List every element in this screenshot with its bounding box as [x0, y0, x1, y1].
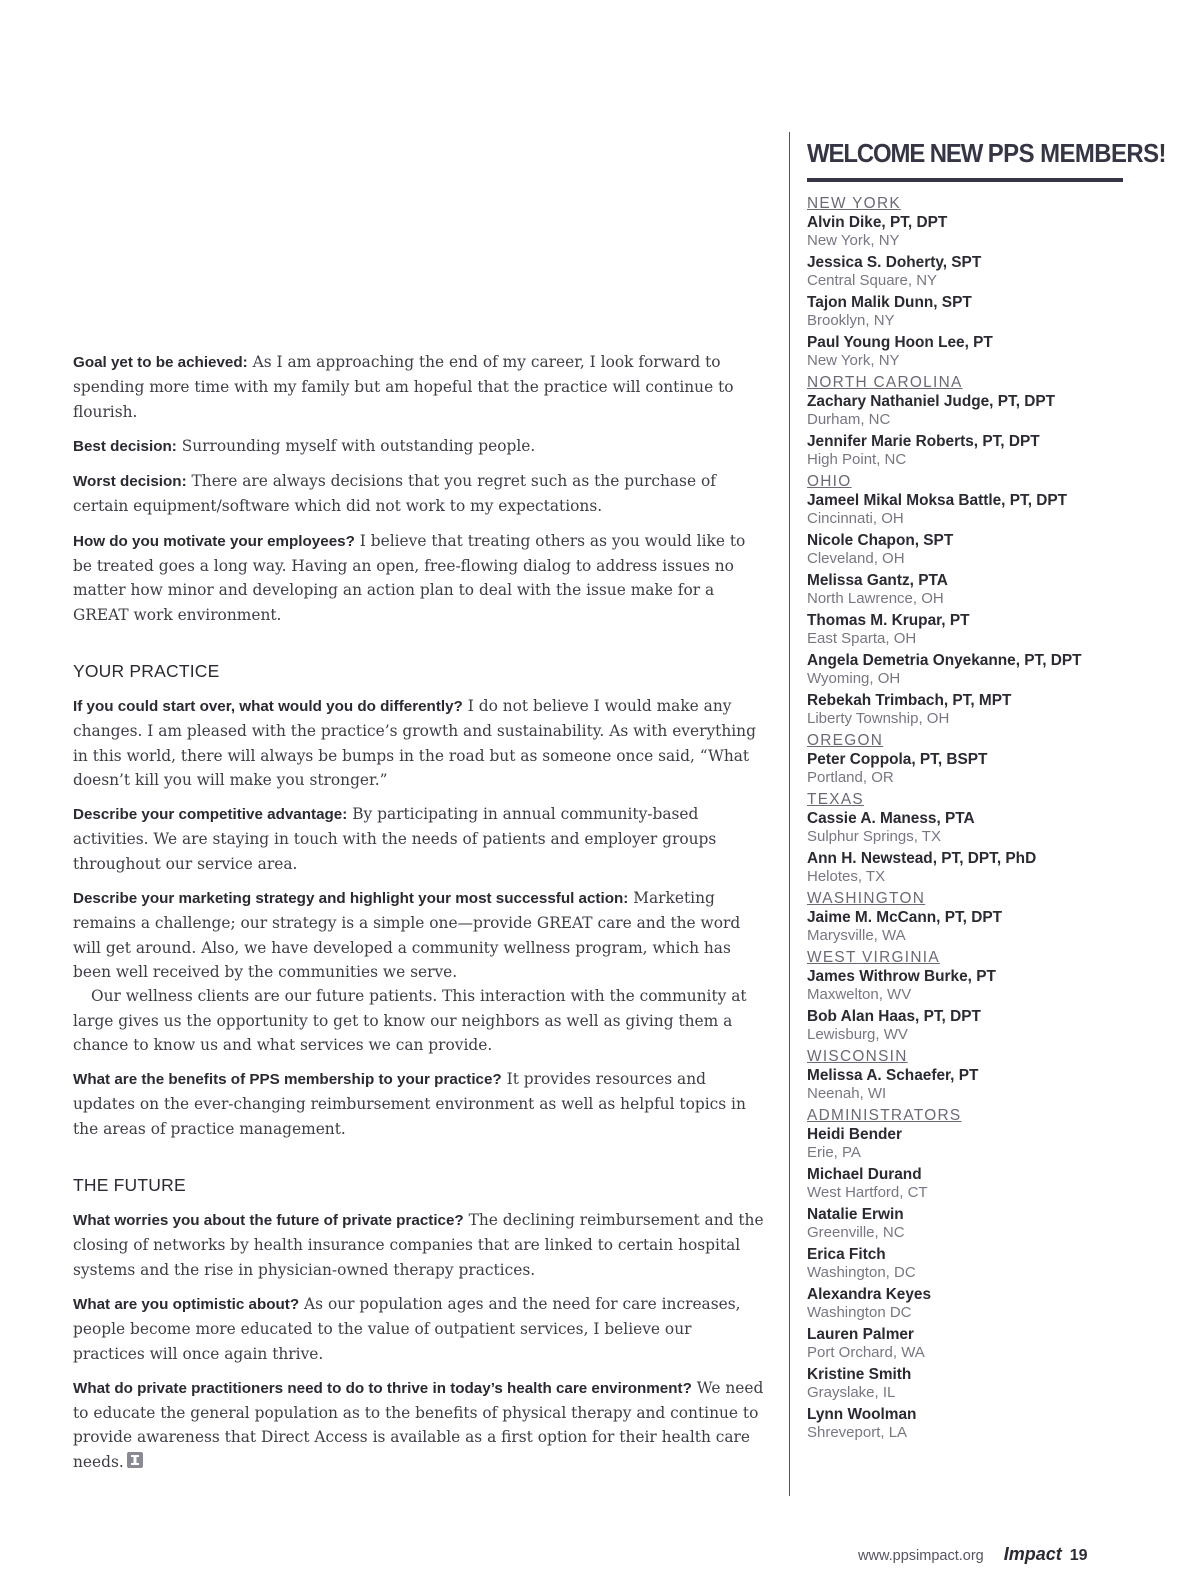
- state-heading: NORTH CAROLINA: [807, 374, 963, 391]
- answer-text: We need to educate the general population as to the benefits of physical therapy and continue to provide awareness that Direct Access is available as a first option for their health care needs.: [73, 1378, 764, 1471]
- member-name: Michael Durand: [807, 1166, 922, 1183]
- question-label: What are you optimistic about?: [73, 1295, 300, 1313]
- member-name: Jaime M. McCann, PT, DPT: [807, 909, 1002, 926]
- footer-url: www.ppsimpact.org: [858, 1548, 984, 1564]
- qa-paragraph: [73, 1067, 765, 1141]
- answer-text: I believe that treating others as you would like to be treated goes a long way. Having an open, free-flowing dialog to address issues no matter how minor and developing an action plan to deal with the issue make for a GREAT work environment.: [73, 531, 746, 624]
- member-location: Lewisburg, WV: [807, 1026, 908, 1043]
- member-location: New York, NY: [807, 352, 900, 369]
- qa-paragraph: [73, 1376, 765, 1474]
- question-label: If you could start over, what would you do differently?: [73, 697, 463, 715]
- member-name: Angela Demetria Onyekanne, PT, DPT: [807, 652, 1082, 669]
- member-location: High Point, NC: [807, 451, 907, 468]
- qa-paragraph: [73, 469, 765, 519]
- member-name: Thomas M. Krupar, PT: [807, 612, 970, 629]
- member-name: Melissa Gantz, PTA: [807, 572, 948, 589]
- question-label: How do you motivate your employees?: [73, 532, 355, 550]
- state-heading: TEXAS: [807, 791, 864, 808]
- member-location: Liberty Township, OH: [807, 710, 950, 727]
- member-name: Lynn Woolman: [807, 1406, 917, 1423]
- answer-text: I do not believe I would make any changes. I am pleased with the practice’s growth and sustainability. As with everything in this world, there will always be bumps in the road but as someone once said, “What doesn’t kill you will make you stronger.”: [73, 696, 756, 789]
- member-location: Grayslake, IL: [807, 1384, 896, 1401]
- member-name: James Withrow Burke, PT: [807, 968, 996, 985]
- main-article: [73, 350, 765, 1484]
- qa-paragraph: [73, 1208, 765, 1282]
- question-label: What do private practitioners need to do to thrive in today’s health care environment?: [73, 1379, 692, 1397]
- qa-paragraph: [73, 350, 765, 424]
- member-name: Lauren Palmer: [807, 1326, 914, 1343]
- state-heading: NEW YORK: [807, 195, 901, 212]
- answer-text: Marketing remains a challenge; our strategy is a simple one—provide GREAT care and the word will get around. Also, we have developed a community wellness program, which has been well received by the communities we serve.: [73, 889, 741, 981]
- member-location: Cincinnati, OH: [807, 510, 904, 527]
- state-heading: ADMINISTRATORS: [807, 1107, 962, 1124]
- sidebar-title-bold: PPS MEMBERS!: [987, 138, 1166, 168]
- impact-end-mark-icon: [127, 1451, 143, 1467]
- qa-paragraph: [73, 434, 765, 459]
- member-location: Washington, DC: [807, 1264, 916, 1281]
- member-location: West Hartford, CT: [807, 1184, 928, 1201]
- column-divider: [789, 132, 790, 1496]
- future-qa: [73, 1208, 765, 1474]
- state-heading: WEST VIRGINIA: [807, 949, 940, 966]
- footer-brand: Impact: [1003, 1544, 1062, 1564]
- member-name: Heidi Bender: [807, 1126, 902, 1143]
- member-name: Alvin Dike, PT, DPT: [807, 214, 948, 231]
- member-name: Jessica S. Doherty, SPT: [807, 254, 982, 271]
- page-number: 19: [1069, 1547, 1088, 1564]
- member-name: Ann H. Newstead, PT, DPT, PhD: [807, 850, 1037, 867]
- member-location: Greenville, NC: [807, 1224, 905, 1241]
- intro-qa: [73, 350, 765, 627]
- question-label: Best decision:: [73, 437, 177, 455]
- qa-paragraph: [73, 886, 765, 984]
- member-location: Brooklyn, NY: [807, 312, 895, 329]
- member-name: Tajon Malik Dunn, SPT: [807, 294, 972, 311]
- sidebar-title-light: WELCOME NEW: [807, 138, 983, 168]
- member-location: Marysville, WA: [807, 927, 906, 944]
- state-heading: OHIO: [807, 473, 852, 490]
- qa-paragraph: [73, 802, 765, 876]
- member-name: Jennifer Marie Roberts, PT, DPT: [807, 433, 1040, 450]
- question-label: Describe your marketing strategy and highlight your most successful action:: [73, 890, 629, 908]
- question-label: What worries you about the future of private practice?: [73, 1212, 464, 1230]
- new-members-sidebar: [807, 138, 1166, 1445]
- member-location: Central Square, NY: [807, 272, 938, 289]
- member-location: Sulphur Springs, TX: [807, 828, 941, 845]
- member-location: Maxwelton, WV: [807, 986, 912, 1003]
- member-location: East Sparta, OH: [807, 630, 917, 647]
- member-location: Erie, PA: [807, 1144, 861, 1161]
- member-name: Bob Alan Haas, PT, DPT: [807, 1008, 981, 1025]
- member-name: Natalie Erwin: [807, 1206, 904, 1223]
- member-name: Cassie A. Maness, PTA: [807, 810, 975, 827]
- practice-qa: [73, 694, 765, 1141]
- qa-paragraph: [73, 529, 765, 627]
- member-location: Helotes, TX: [807, 868, 886, 885]
- answer-text: By participating in annual community-based activities. We are staying in touch with the needs of patients and employer groups throughout our service area.: [73, 805, 717, 873]
- state-heading: OREGON: [807, 732, 884, 749]
- member-location: Washington DC: [807, 1304, 912, 1321]
- member-location: Port Orchard, WA: [807, 1344, 925, 1361]
- continuation-paragraph: Our wellness clients are our future patients. This interaction with the community at large gives us the opportunity to get to know our neighbors as well as giving them a chance to know us and what services we can provide.: [73, 987, 747, 1054]
- sidebar-title-rule: [807, 178, 1123, 182]
- member-name: Jameel Mikal Moksa Battle, PT, DPT: [807, 492, 1068, 509]
- section-heading-practice: YOUR PRACTICE: [73, 660, 220, 681]
- member-name: Zachary Nathaniel Judge, PT, DPT: [807, 393, 1056, 410]
- member-location: Neenah, WI: [807, 1085, 887, 1102]
- page-footer: [858, 1544, 1088, 1565]
- answer-text: There are always decisions that you regret such as the purchase of certain equipment/software which did not work to my expectations.: [73, 472, 716, 516]
- answer-text: The declining reimbursement and the closing of networks by health insurance companies that are linked to certain hospital systems and the rise in physician-owned therapy practices.: [73, 1211, 764, 1279]
- member-location: North Lawrence, OH: [807, 590, 944, 607]
- question-label: What are the benefits of PPS membership to your practice?: [73, 1071, 502, 1089]
- answer-text: It provides resources and updates on the ever-changing reimbursement environment as well as helpful topics in the areas of practice management.: [73, 1070, 746, 1138]
- member-location: Shreveport, LA: [807, 1424, 908, 1441]
- member-name: Peter Coppola, PT, BSPT: [807, 751, 988, 768]
- member-name: Erica Fitch: [807, 1246, 886, 1263]
- answer-text: As our population ages and the need for care increases, people become more educated to the value of outpatient services, I believe our practices will once again thrive.: [73, 1294, 741, 1363]
- section-heading-future: THE FUTURE: [73, 1175, 186, 1196]
- question-label: Goal yet to be achieved:: [73, 354, 248, 371]
- member-location: Wyoming, OH: [807, 670, 901, 687]
- member-name: Kristine Smith: [807, 1366, 912, 1383]
- answer-text: Surrounding myself with outstanding people.: [181, 436, 536, 455]
- question-label: Worst decision:: [73, 473, 187, 491]
- qa-paragraph: [73, 1292, 765, 1366]
- member-name: Nicole Chapon, SPT: [807, 532, 954, 549]
- sidebar-title: [807, 138, 1166, 169]
- member-location: Portland, OR: [807, 769, 894, 786]
- answer-text: As I am approaching the end of my career, I look forward to spending more time with my family but am hopeful that the practice will continue to flourish.: [73, 353, 734, 421]
- state-heading: WASHINGTON: [807, 890, 926, 907]
- member-name: Paul Young Hoon Lee, PT: [807, 334, 993, 351]
- member-location: Durham, NC: [807, 411, 891, 428]
- member-name: Rebekah Trimbach, PT, MPT: [807, 692, 1012, 709]
- member-location: Cleveland, OH: [807, 550, 905, 567]
- member-location: New York, NY: [807, 232, 900, 249]
- member-name: Melissa A. Schaefer, PT: [807, 1067, 979, 1084]
- state-heading: WISCONSIN: [807, 1048, 908, 1065]
- member-name: Alexandra Keyes: [807, 1286, 932, 1303]
- qa-paragraph: [73, 694, 765, 792]
- member-groups: [807, 194, 1127, 1442]
- question-label: Describe your competitive advantage:: [73, 806, 348, 824]
